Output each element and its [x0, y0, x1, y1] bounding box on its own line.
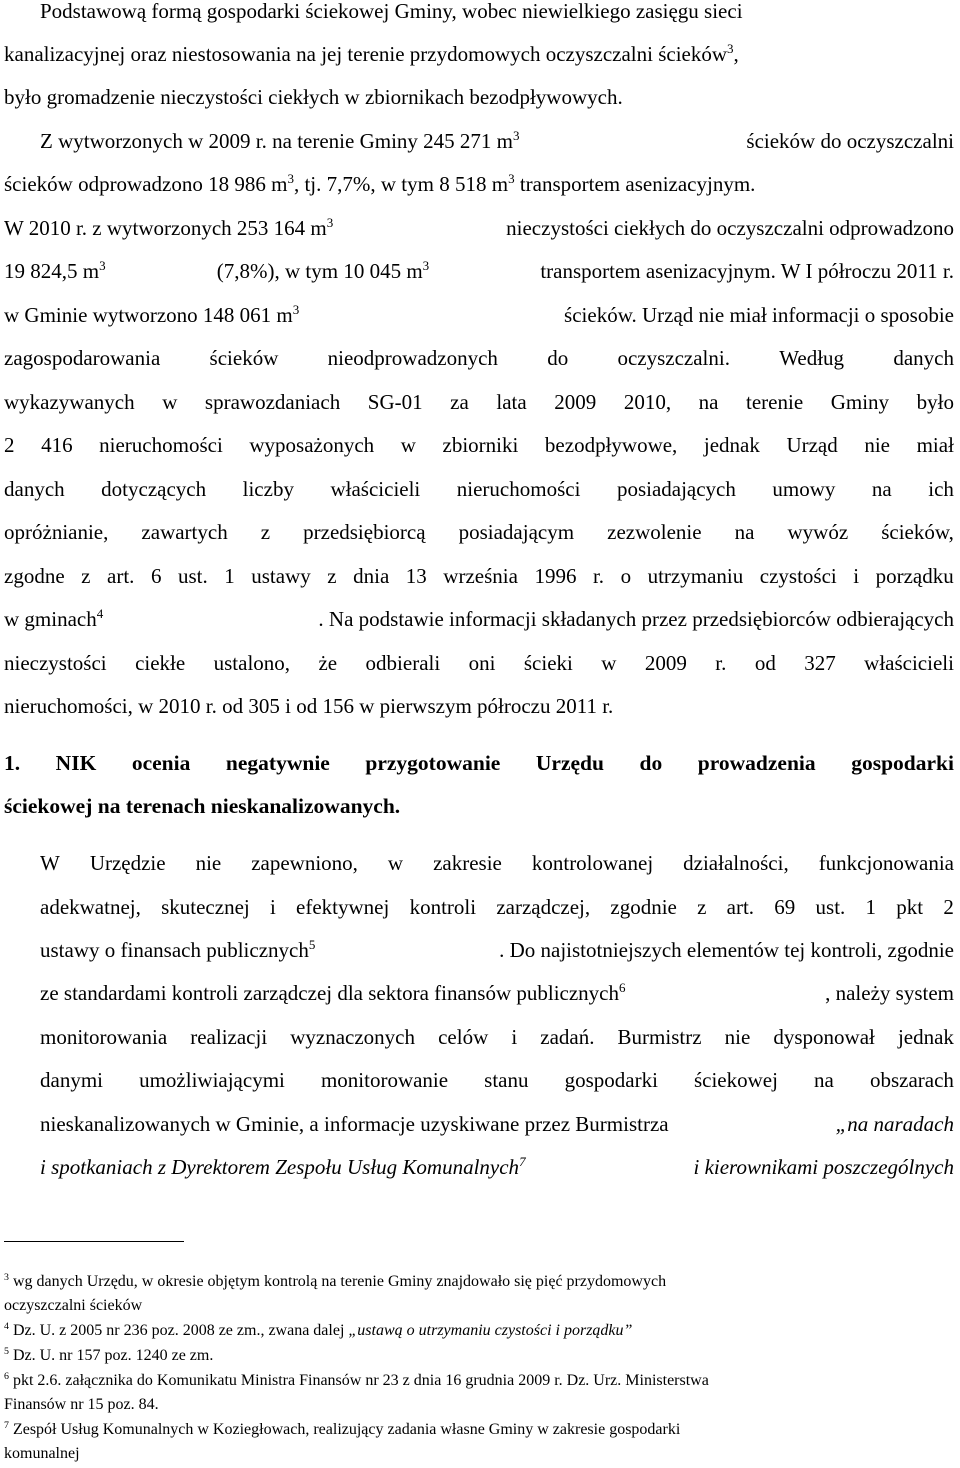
word: NIK [55, 751, 97, 775]
word: gospodarki [564, 1068, 658, 1092]
word: monitorowania [40, 1025, 168, 1049]
word: terenie [746, 390, 804, 414]
word: Gminy [830, 390, 890, 414]
word: danych [893, 346, 954, 370]
word: r. [592, 564, 605, 588]
word: września [443, 564, 518, 588]
word: zbiorniki [442, 433, 519, 457]
word: 6 [150, 564, 162, 588]
text-line: w Gminie wytworzono 148 061 $m^3$ ścieków. Urząd nie miał informacji o sposobie [4, 302, 954, 327]
word: właścicieli [330, 477, 421, 501]
word: 13 [405, 564, 427, 588]
footnote: Finansów nr 15 poz. 84. [4, 1396, 159, 1413]
word: do [547, 346, 569, 370]
word: jednak [897, 1025, 954, 1049]
footnote: $^5$ Dz. U. nr 157 poz. 1240 ze zm. [4, 1346, 214, 1364]
word: posiadającym [458, 520, 575, 544]
word: art. [726, 895, 755, 919]
word: że [318, 651, 338, 675]
word: dnia [353, 564, 390, 588]
word: nieruchomości [456, 477, 581, 501]
text-line: i spotkaniach z Dyrektorem Zespołu Usług Komunalnych$^7$ i kierownikami poszczególnych [40, 1154, 954, 1179]
word: 416 [41, 433, 73, 457]
word: 2010, [623, 390, 672, 414]
word: ściekowej [693, 1068, 778, 1092]
word: czystości [759, 564, 837, 588]
word: efektywnej [296, 895, 390, 919]
word: danymi [40, 1068, 103, 1092]
word: ich [928, 477, 954, 501]
word: i [269, 895, 276, 919]
word: Urząd [786, 433, 838, 457]
word: celów [438, 1025, 489, 1049]
word: monitorowanie [320, 1068, 449, 1092]
word: było [916, 390, 954, 414]
text-line [40, 1068, 954, 1092]
word: obszarach [869, 1068, 954, 1092]
word: z [81, 564, 91, 588]
word: pkt [896, 895, 924, 919]
text-line: ze standardami kontroli zarządczej dla sektora finansów publicznych$^6$ , należy system [40, 980, 954, 1005]
word: nieruchomości [99, 433, 223, 457]
word: nieczystości [4, 651, 107, 675]
text-line: Z wytworzonych w 2009 r. na terenie Gminy 245 271 $m^3$ ścieków do oczyszczalni [40, 128, 954, 153]
word: danych [4, 477, 65, 501]
word: kontrolowanej [531, 851, 654, 875]
word: ciekłe [135, 651, 186, 675]
footnote: $^6$ pkt 2.6. załącznika do Komunikatu Ministra Finansów nr 23 z dnia 16 grudnia 2009 r. Dz. Urz. Ministerstwa [4, 1371, 709, 1389]
word: ust. [815, 895, 846, 919]
text-line: ustawy o finansach publicznych$^5$ . Do najistotniejszych elementów tej kontroli, zgodnie [40, 937, 954, 962]
text-line [4, 346, 954, 370]
footnote: oczyszczalni ścieków [4, 1297, 143, 1314]
word: z [327, 564, 337, 588]
word: w [162, 390, 178, 414]
section-heading: ściekowej na terenach nieskanalizowanych. [4, 794, 401, 818]
word: w [601, 651, 617, 675]
word: dotyczących [101, 477, 207, 501]
word: umożliwiającymi [139, 1068, 285, 1092]
text-line: nieskanalizowanych w Gminie, a informacje uzyskiwane przez Burmistrza „na naradach [40, 1112, 954, 1136]
word: liczby [242, 477, 294, 501]
word: 2009 [644, 651, 687, 675]
word: na [734, 520, 755, 544]
word: r. [715, 651, 727, 675]
word: posiadających [616, 477, 736, 501]
word: przygotowanie [365, 751, 501, 775]
word: ścieki [523, 651, 573, 675]
word: wyposażonych [249, 433, 375, 457]
section-heading [4, 751, 954, 775]
word: jednak [703, 433, 760, 457]
word: bezodpływowe, [544, 433, 678, 457]
word: zakresie [433, 851, 502, 875]
word: 1996 [534, 564, 577, 588]
text-line [4, 520, 954, 544]
word: funkcjonowania [818, 851, 954, 875]
word: sprawozdaniach [204, 390, 341, 414]
word: 2009 [554, 390, 597, 414]
word: zapewniono, [251, 851, 358, 875]
word: W [40, 851, 60, 875]
word: na [814, 1068, 834, 1092]
word: z [697, 895, 707, 919]
word: kontroli [409, 895, 477, 919]
word: właścicieli [864, 651, 954, 675]
word: od [754, 651, 776, 675]
text-line: 19 824,5 $m^3$ (7,8%), w tym 10 045 $m^3$ transportem asenizacyjnym. W I półroczu 2011 r. [4, 258, 954, 283]
word: nie [864, 433, 890, 457]
footnote: komunalnej [4, 1445, 80, 1462]
text-line: kanalizacyjnej oraz niestosowania na jej terenie przydomowych oczyszczalni ścieków$^3$, [4, 41, 739, 66]
word: zgodne [4, 564, 65, 588]
word: wykazywanych [4, 390, 135, 414]
word: o [620, 564, 632, 588]
word: 1. [4, 751, 21, 775]
word: 327 [804, 651, 836, 675]
word: w [387, 851, 404, 875]
word: oni [468, 651, 496, 675]
text-line [4, 651, 954, 675]
word: wyznaczonych [290, 1025, 416, 1049]
word: do [639, 751, 663, 775]
footnote: $^3$ wg danych Urzędu, w okresie objętym kontrolą na terenie Gminy znajdowało się pięć przydomowych [4, 1272, 667, 1290]
word: z [260, 520, 271, 544]
word: nieodprowadzonych [327, 346, 498, 370]
word: na [871, 477, 892, 501]
footnote: $^4$ Dz. U. z 2005 nr 236 poz. 2008 ze zm., zwana dalej „ustawą o utrzymaniu czystości i porządku” [4, 1321, 633, 1339]
text-line: Podstawową formą gospodarki ściekowej Gminy, wobec niewielkiego zasięgu sieci [40, 0, 743, 23]
word: działalności, [683, 851, 789, 875]
word: art. [107, 564, 135, 588]
word: ocenia [131, 751, 191, 775]
text-line [4, 477, 954, 501]
text-line: ścieków odprowadzono 18 986 $m^3$, tj. 7,7%, w tym 8 518 $m^3$ transportem asenizacyjnym. [4, 171, 756, 196]
text-line: nieruchomości, w 2010 r. od 305 i od 156 w pierwszym półroczu 2011 r. [4, 694, 614, 718]
word: zezwolenie [607, 520, 702, 544]
word: na [698, 390, 719, 414]
word: i [853, 564, 860, 588]
word: Burmistrz [617, 1025, 702, 1049]
word: i [511, 1025, 518, 1049]
word: ust. [177, 564, 208, 588]
text-line [40, 851, 954, 875]
word: skutecznej [161, 895, 250, 919]
word: 1 [224, 564, 235, 588]
word: prowadzenia [697, 751, 816, 775]
word: odbierali [365, 651, 441, 675]
text-line: w gminach$^4$ . Na podstawie informacji składanych przez przedsiębiorców odbierających [4, 606, 954, 631]
word: lata [496, 390, 527, 414]
word: w [400, 433, 416, 457]
word: ustalono, [213, 651, 291, 675]
word: Urzędzie [89, 851, 166, 875]
word: za [450, 390, 469, 414]
word: Według [779, 346, 845, 370]
word: 1 [865, 895, 877, 919]
word: zgodnie [610, 895, 677, 919]
word: Urzędu [535, 751, 604, 775]
word: zawartych [141, 520, 228, 544]
word: umowy [772, 477, 836, 501]
word: adekwatnej, [40, 895, 141, 919]
word: 2 [4, 433, 15, 457]
word: miał [916, 433, 954, 457]
word: dysponował [773, 1025, 875, 1049]
word: nie [195, 851, 222, 875]
word: realizacji [190, 1025, 268, 1049]
text-line [40, 895, 954, 919]
word: wywóz [787, 520, 849, 544]
word: zagospodarowania [4, 346, 161, 370]
word: 2 [943, 895, 954, 919]
text-line [4, 564, 954, 588]
footnote-separator [4, 1241, 184, 1242]
text-line [4, 433, 954, 457]
word: opróżnianie, [4, 520, 109, 544]
text-line: W 2010 r. z wytworzonych 253 164 $m^3$ nieczystości ciekłych do oczyszczalni odprowadzono [4, 215, 954, 240]
word: 69 [774, 895, 796, 919]
word: porządku [875, 564, 954, 588]
word: ścieków, [881, 520, 954, 544]
word: ścieków [209, 346, 279, 370]
word: zarządczej, [496, 895, 591, 919]
text-line [40, 1025, 954, 1049]
word: przedsiębiorcą [303, 520, 426, 544]
word: gospodarki [851, 751, 954, 775]
word: oczyszczalni. [617, 346, 730, 370]
text-line [4, 390, 954, 414]
word: stanu [484, 1068, 529, 1092]
word: utrzymaniu [647, 564, 744, 588]
word: SG-01 [367, 390, 423, 414]
footnote: $^7$ Zespół Usług Komunalnych w Koziegłowach, realizujący zadania własne Gminy w zakresie gospodarki [4, 1420, 681, 1438]
word: negatywnie [225, 751, 330, 775]
word: ustawy [251, 564, 311, 588]
text-line: było gromadzenie nieczystości ciekłych w zbiornikach bezodpływowych. [4, 85, 623, 109]
word: nie [724, 1025, 751, 1049]
word: zadań. [540, 1025, 595, 1049]
